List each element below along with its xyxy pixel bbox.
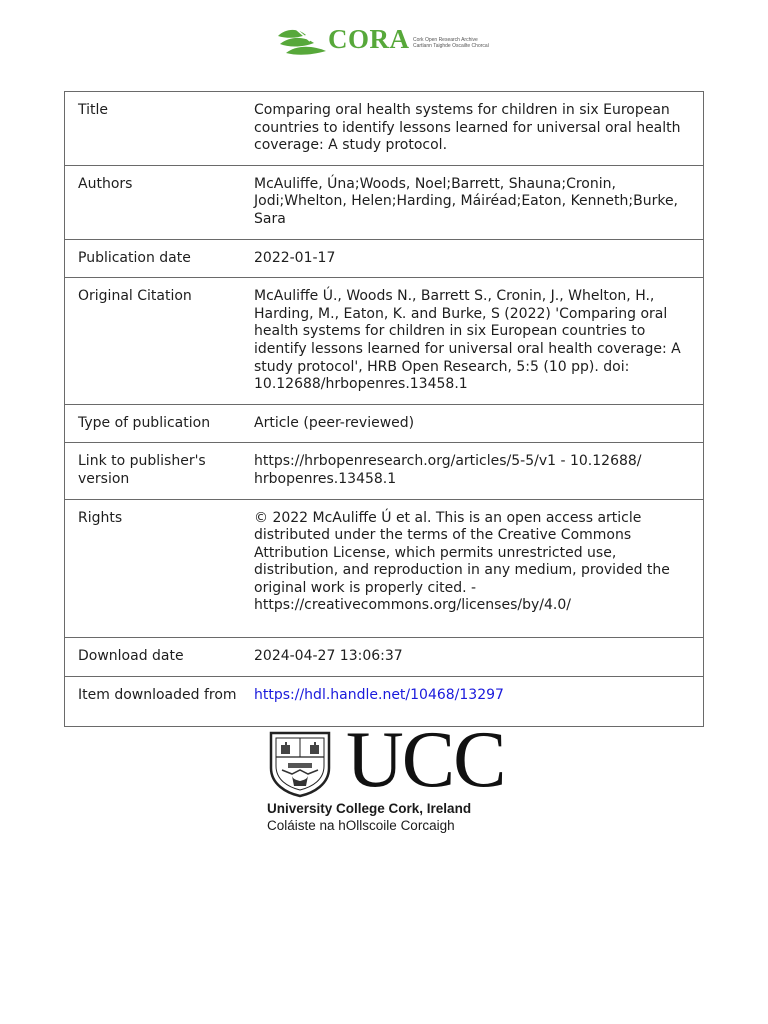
- university-name-irish: Coláiste na hOllscoile Corcaigh: [267, 818, 455, 833]
- table-row-authors: [65, 165, 704, 239]
- row-label: Authors: [65, 165, 242, 239]
- title-value: Comparing oral health systems for children in six European countries to identify lessons learned for universal oral health coverage: A study protocol.: [241, 92, 704, 166]
- table-row-rights: [65, 499, 704, 638]
- handle-link[interactable]: https://hdl.handle.net/10468/13297: [254, 686, 504, 703]
- row-label: Download date: [65, 638, 242, 677]
- cora-subtitle-ga: Cartlann Taighde Oscailte Chorcaí: [413, 43, 490, 49]
- rights-value: © 2022 McAuliffe Ú et al. This is an open access article distributed under the terms of the Creative Commons Attribution License, which permits unrestricted use, distribution, and reproduction in any medium, provided the original work is properly cited. - https://creativecommons.org/licenses/by/4.0/: [241, 499, 704, 638]
- row-label: Title: [65, 92, 242, 166]
- publication-date-value: 2022-01-17: [241, 239, 704, 278]
- table-row-title: [65, 92, 704, 166]
- cora-subtitle-en: Cork Open Research Archive: [413, 37, 478, 43]
- cora-subtitle: [413, 37, 489, 49]
- table-row-publication-date: [65, 239, 704, 278]
- university-name-english: University College Cork, Ireland: [267, 801, 472, 816]
- row-label: Publication date: [65, 239, 242, 278]
- row-label: Original Citation: [65, 278, 242, 405]
- cora-wordmark: CORA: [328, 24, 410, 54]
- cora-leaf-icon: [276, 26, 330, 56]
- table-row-type-of-publication: [65, 404, 704, 443]
- publication-type-value: Article (peer-reviewed): [241, 404, 704, 443]
- ucc-crest-icon: [268, 730, 332, 798]
- row-label: Link to publisher's version: [65, 443, 242, 499]
- table-row-original-citation: [65, 278, 704, 405]
- download-date-value: 2024-04-27 13:06:37: [241, 638, 704, 677]
- row-label: Rights: [65, 499, 242, 638]
- row-label: Item downloaded from: [65, 676, 242, 727]
- row-label: Type of publication: [65, 404, 242, 443]
- cora-logo: [276, 26, 506, 56]
- table-row-publisher-link: [65, 443, 704, 499]
- table-row-download-date: [65, 638, 704, 677]
- authors-value: McAuliffe, Úna;Woods, Noel;Barrett, Shauna;Cronin, Jodi;Whelton, Helen;Harding, Máiréad;Eaton, Kenneth;Burke, Sara: [241, 165, 704, 239]
- record-metadata-table: [64, 91, 704, 727]
- ucc-logo: [266, 716, 506, 838]
- ucc-wordmark: UCC: [346, 716, 505, 804]
- publisher-link-value: https://hrbopenresearch.org/articles/5-5/v1 - 10.12688/ hrbopenres.13458.1: [241, 443, 704, 499]
- citation-value: McAuliffe Ú., Woods N., Barrett S., Cronin, J., Whelton, H., Harding, M., Eaton, K. and Burke, S (2022) 'Comparing oral health systems for children in six European countries to identify lessons learned for universal oral health coverage: A study protocol', HRB Open Research, 5:5 (10 pp). doi: 10.12688/hrbopenres.13458.1: [241, 278, 704, 405]
